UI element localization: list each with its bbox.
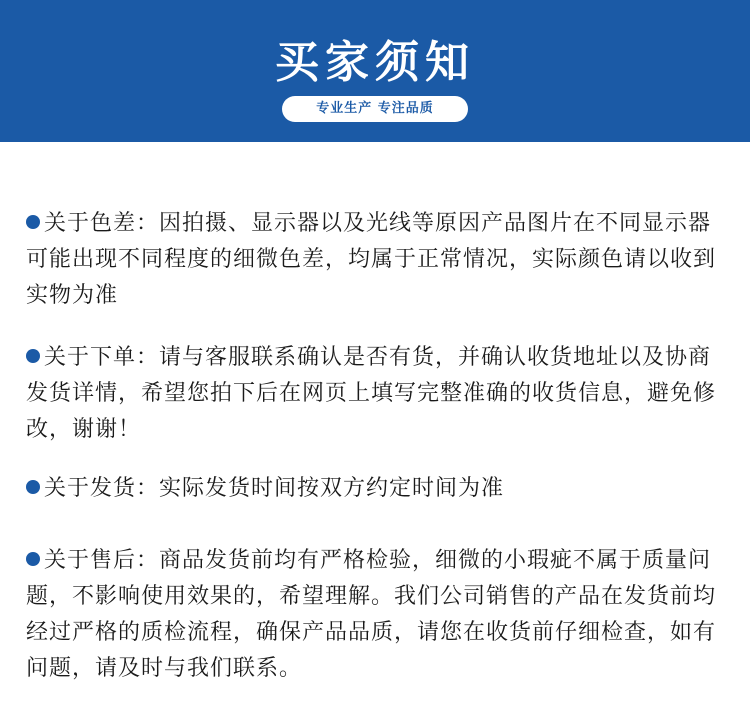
bullet-dot-icon: [26, 552, 40, 566]
notice-color-difference: [26, 206, 726, 314]
notice-text: 关于发货：实际发货时间按双方约定时间为准: [44, 476, 505, 501]
notice-shipping: [26, 471, 726, 507]
notice-text: 关于售后：商品发货前均有严格检验，细微的小瑕疵不属于质量问题，不影响使用效果的，希望理解。我们公司销售的产品在发货前均经过严格的质检流程，确保产品品质，请您在收货前仔细检查，如有问题，请及时与我们联系。: [26, 548, 717, 681]
notice-text: 关于色差：因拍摄、显示器以及光线等原因产品图片在不同显示器可能出现不同程度的细微色差，均属于正常情况，实际颜色请以收到实物为准: [26, 211, 717, 308]
bullet-dot-icon: [26, 215, 40, 229]
bullet-dot-icon: [26, 349, 40, 363]
bullet-dot-icon: [26, 480, 40, 494]
notice-ordering: [26, 340, 726, 448]
notice-text: 关于下单：请与客服联系确认是否有货，并确认收货地址以及协商发货详情，希望您拍下后在网页上填写完整准确的收货信息，避免修改，谢谢！: [26, 345, 717, 442]
subtitle-badge: [282, 96, 468, 122]
page-title: 买家须知: [275, 37, 475, 88]
subtitle-text: 专业生产 专注品质: [316, 101, 434, 116]
notice-after-sales: [26, 543, 726, 687]
header-banner: [0, 0, 750, 142]
